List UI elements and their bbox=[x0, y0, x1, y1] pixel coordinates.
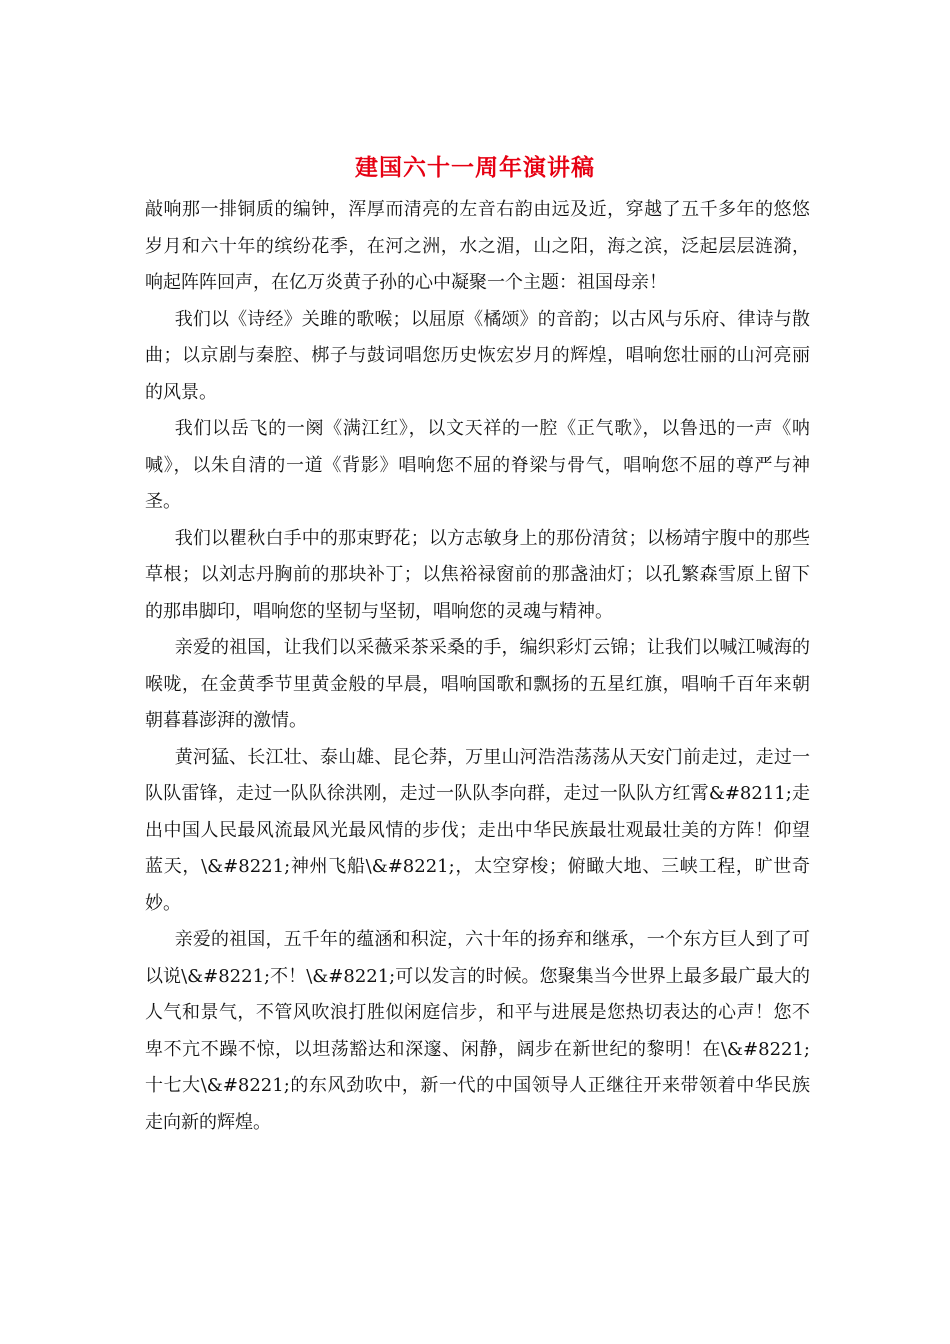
document-body bbox=[145, 192, 810, 1141]
document-title: 建国六十一周年演讲稿 bbox=[355, 154, 595, 181]
paragraph-7: 亲爱的祖国，五千年的蕴涵和积淀，六十年的扬弃和继承，一个东方巨人到了可以说\&#8221;不！\&#8221;可以发言的时候。您聚集当今世界上最多最广最大的人气和景气，不管风吹浪打胜似闲庭信步，和平与进展是您热切表达的心声！您不卑不亢不躁不惊，以坦荡豁达和深邃、闲静，阔步在新世纪的黎明！在\&#8221;十七大\&#8221;的东风劲吹中，新一代的中国领导人正继往开来带领着中华民族走向新的辉煌。 bbox=[145, 929, 810, 1133]
paragraph-4: 我们以瞿秋白手中的那束野花；以方志敏身上的那份清贫；以杨靖宇腹中的那些草根；以刘志丹胸前的那块补丁；以焦裕禄窗前的那盏油灯；以孔繁森雪原上留下的那串脚印，唱响您的坚韧与坚韧，唱响您的灵魂与精神。 bbox=[145, 527, 810, 622]
paragraph-3: 我们以岳飞的一阕《满江红》，以文天祥的一腔《正气歌》，以鲁迅的一声《呐喊》，以朱自清的一道《背影》唱响您不屈的脊梁与骨气，唱响您不屈的尊严与神圣。 bbox=[145, 418, 810, 512]
paragraph-6: 黄河猛、长江壮、泰山雄、昆仑莽，万里山河浩浩荡荡从天安门前走过，走过一队队雷锋，走过一队队徐洪刚，走过一队队李向群，走过一队队方红霄&#8211;走出中国人民最风流最风光最风情的步伐；走出中华民族最壮观最壮美的方阵！仰望蓝天，\&#8221;神州飞船\&#8221;，太空穿梭；俯瞰大地、三峡工程，旷世奇妙。 bbox=[145, 746, 810, 914]
paragraph-5: 亲爱的祖国，让我们以采薇采茶采桑的手，编织彩灯云锦；让我们以喊江喊海的喉咙，在金黄季节里黄金般的早晨，唱响国歌和飘扬的五星红旗，唱响千百年来朝朝暮暮澎湃的激情。 bbox=[145, 637, 810, 731]
paragraph-2: 我们以《诗经》关雎的歌喉；以屈原《橘颂》的音韵；以古风与乐府、律诗与散曲；以京剧与秦腔、梆子与鼓词唱您历史恢宏岁月的辉煌，唱响您壮丽的山河亮丽的风景。 bbox=[145, 308, 810, 403]
paragraph-1: 敲响那一排铜质的编钟，浑厚而清亮的左音右韵由远及近，穿越了五千多年的悠悠岁月和六十年的缤纷花季，在河之洲，水之湄，山之阳，海之滨，泛起层层涟漪，响起阵阵回声，在亿万炎黄子孙的心中凝聚一个主题：祖国母亲！ bbox=[145, 199, 810, 293]
